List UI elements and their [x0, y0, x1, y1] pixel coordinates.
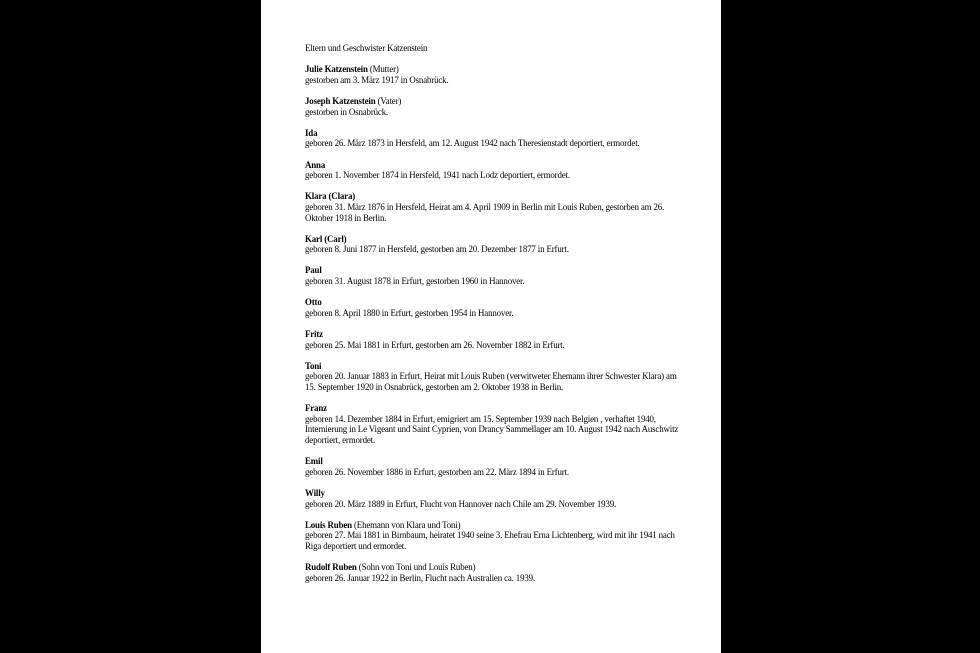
person-details: geboren 25. Mai 1881 in Erfurt, gestorben am 26. November 1882 in Erfurt. [305, 339, 565, 350]
person-entry [305, 297, 685, 318]
person-entry [305, 456, 685, 477]
person-details: geboren 26. März 1873 in Hersfeld, am 12. August 1942 nach Theresienstadt deportiert, ermordet. [305, 138, 640, 149]
person-name: Rudolf Ruben [305, 562, 357, 573]
entries-list [305, 64, 685, 583]
person-details: geboren 27. Mai 1881 in Birnbaum, heiratet 1940 seine 3. Ehefrau Erna Lichtenberg, wird mit ihr 1941 nach Riga deportiert und ermordet. [305, 530, 675, 551]
person-name: Anna [305, 159, 326, 170]
person-heading [305, 234, 685, 245]
person-relation: (Vater) [375, 95, 402, 106]
document-title: Eltern und Geschwister Katzenstein [305, 43, 428, 53]
person-heading [305, 297, 685, 308]
person-details: geboren 8. Juni 1877 in Hersfeld, gestorben am 20. Dezember 1877 in Erfurt. [305, 244, 569, 255]
person-details: geboren 1. November 1874 in Hersfeld, 1941 nach Lodz deportiert, ermordet. [305, 170, 570, 181]
person-details: geboren 31. März 1876 in Hersfeld, Heirat am 4. April 1909 in Berlin mit Louis Ruben, gestorben am 26. Oktober 1918 in Berlin. [305, 201, 665, 223]
person-name: Joseph Katzenstein [305, 95, 376, 106]
person-name: Toni [305, 360, 322, 371]
person-entry [305, 96, 685, 117]
person-heading [305, 361, 685, 372]
person-name: Emil [305, 456, 323, 467]
person-name: Julie Katzenstein [305, 64, 368, 75]
person-heading [305, 160, 685, 171]
person-heading [305, 403, 685, 414]
person-relation: (Ehemann von Klara und Toni) [351, 519, 461, 530]
person-details: geboren 31. August 1878 in Erfurt, gestorben 1960 in Hannover. [305, 276, 525, 287]
person-heading [305, 191, 685, 202]
person-entry [305, 520, 685, 552]
person-details: gestorben in Osnabrück. [305, 106, 389, 117]
person-name: Paul [305, 265, 322, 276]
person-entry [305, 488, 685, 509]
person-entry [305, 234, 685, 255]
person-entry [305, 361, 685, 393]
person-heading [305, 329, 685, 340]
person-name: Karl (Carl) [305, 233, 347, 244]
person-heading [305, 488, 685, 499]
document-page [261, 0, 721, 653]
person-heading [305, 64, 685, 75]
person-details: geboren 14. Dezember 1884 in Erfurt, emigriert am 15. September 1939 nach Belgien , verhaftet 1940, Internierung in Le Vigeant und Saint Cyprien, von Drancy Sammellager am 10. August 1942 nach Auschwitz deportiert, ermordet. [305, 413, 679, 445]
person-entry [305, 160, 685, 181]
person-heading [305, 265, 685, 276]
person-relation: (Sohn von Toni und Louis Ruben) [356, 562, 476, 573]
person-entry [305, 128, 685, 149]
person-name: Ida [305, 127, 318, 138]
person-entry [305, 64, 685, 85]
person-name: Franz [305, 403, 327, 414]
person-heading [305, 96, 685, 107]
person-name: Willy [305, 487, 325, 498]
person-name: Klara (Clara) [305, 191, 356, 202]
person-relation: (Mutter) [367, 64, 399, 75]
person-name: Otto [305, 297, 322, 308]
person-name: Fritz [305, 329, 323, 340]
person-details: geboren 20. März 1889 in Erfurt, Flucht von Hannover nach Chile am 29. November 1939. [305, 498, 617, 509]
person-heading [305, 128, 685, 139]
person-details: geboren 8. April 1880 in Erfurt, gestorben 1954 in Hannover. [305, 307, 514, 318]
person-name: Louis Ruben [305, 519, 352, 530]
document-content [305, 43, 685, 594]
person-heading [305, 456, 685, 467]
person-entry [305, 329, 685, 350]
person-entry [305, 191, 685, 223]
person-details: geboren 26. Januar 1922 in Berlin, Flucht nach Australien ca. 1939. [305, 572, 536, 583]
person-entry [305, 562, 685, 583]
person-heading [305, 520, 685, 531]
person-heading [305, 562, 685, 573]
person-entry [305, 403, 685, 445]
person-details: geboren 26. November 1886 in Erfurt, gestorben am 22. März 1894 in Erfurt. [305, 466, 569, 477]
person-details: gestorben am 3. März 1917 in Osnabrück. [305, 74, 449, 85]
person-details: geboren 20. Januar 1883 in Erfurt, Heirat mit Louis Ruben (verwitweter Ehemann ihrer Schwester Klara) am 15. September 1920 in Osnabrück, gestorben am 2. Oktober 1938 in Berlin. [305, 371, 677, 392]
person-entry [305, 265, 685, 286]
